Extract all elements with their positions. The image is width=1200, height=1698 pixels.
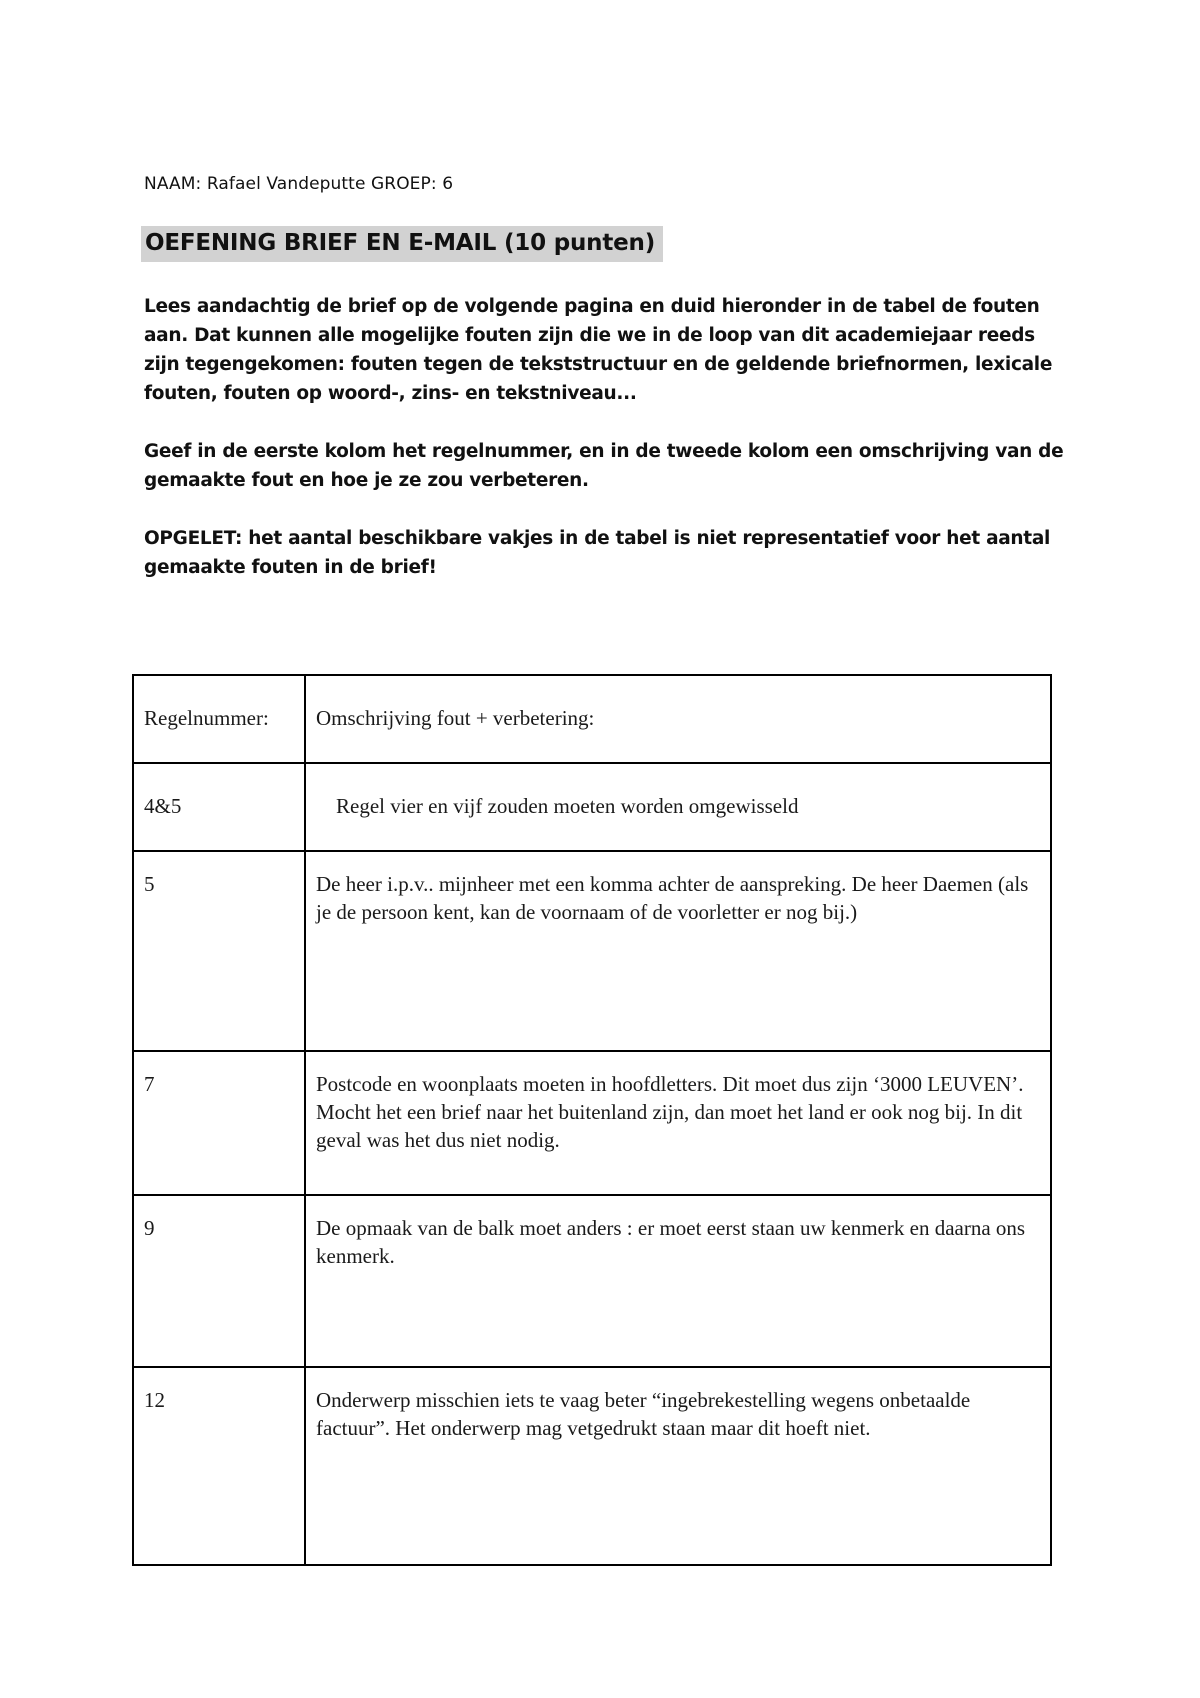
- faults-table-container: [132, 674, 1052, 1556]
- row-description: De opmaak van de balk moet anders : er moet eerst staan uw kenmerk en daarna ons kenmerk.: [316, 1216, 1026, 1268]
- header-number-label: Regelnummer:: [144, 706, 269, 730]
- student-name-group-line: NAAM: Rafael Vandeputte GROEP: 6: [144, 174, 454, 194]
- row-number: 9: [144, 1216, 155, 1240]
- cell-number: [133, 1051, 305, 1195]
- header-cell-number: [133, 675, 305, 763]
- row-description: Regel vier en vijf zouden moeten worden omgewisseld: [336, 794, 799, 818]
- row-number: 12: [144, 1388, 165, 1412]
- instructions-paragraph-2: Geef in de eerste kolom het regelnummer, en in de tweede kolom een omschrijving van de gemaakte fout en hoe je ze zou verbeteren.: [144, 441, 1064, 491]
- row-number: 4&5: [144, 794, 182, 818]
- cell-description: [305, 1367, 1051, 1565]
- table-row: [133, 763, 1051, 851]
- cell-number: [133, 1195, 305, 1367]
- row-description: Onderwerp misschien iets te vaag beter “ingebrekestelling wegens onbetaalde factuur”. Het onderwerp mag vetgedrukt staan maar dit hoeft niet.: [316, 1388, 971, 1440]
- row-description: Postcode en woonplaats moeten in hoofdletters. Dit moet dus zijn ‘3000 LEUVEN’. Mocht het een brief naar het buitenland zijn, dan moet het land er ook nog bij. In dit geval was het dus niet nodig.: [316, 1072, 1024, 1152]
- instructions-block: [144, 292, 1074, 611]
- cell-description: [305, 851, 1051, 1051]
- instructions-paragraph-3: [144, 524, 1074, 582]
- faults-table: [132, 674, 1052, 1566]
- table-row: [133, 851, 1051, 1051]
- instructions-paragraph-1: Lees aandachtig de brief op de volgende pagina en duid hieronder in de tabel de fouten aan. Dat kunnen alle mogelijke fouten zijn die we in de loop van dit academiejaar reeds zijn tegengekomen: fouten tegen de tekststructuur en de geldende briefnormen, lexicale fouten, fouten op woord-, zins- en tekstniveau...: [144, 296, 1053, 404]
- table-row: [133, 1195, 1051, 1367]
- cell-number: [133, 763, 305, 851]
- cell-number: [133, 851, 305, 1051]
- warning-label: OPGELET: [144, 528, 236, 549]
- exercise-title: OEFENING BRIEF EN E-MAIL (10 punten): [141, 226, 663, 262]
- row-description: De heer i.p.v.. mijnheer met een komma achter de aanspreking. De heer Daemen (als je de persoon kent, kan de voornaam of de voorletter er nog bij.): [316, 872, 1029, 924]
- table-header-row: [133, 675, 1051, 763]
- header-description-label: Omschrijving fout + verbetering:: [316, 706, 595, 730]
- table-row: [133, 1051, 1051, 1195]
- cell-description: [305, 1051, 1051, 1195]
- cell-number: [133, 1367, 305, 1565]
- table-row: [133, 1367, 1051, 1565]
- row-number: 7: [144, 1072, 155, 1096]
- row-number: 5: [144, 872, 155, 896]
- cell-description: [305, 763, 1051, 851]
- header-cell-description: [305, 675, 1051, 763]
- cell-description: [305, 1195, 1051, 1367]
- warning-text: : het aantal beschikbare vakjes in de tabel is niet representatief voor het aantal gemaakte fouten in de brief!: [144, 528, 1051, 578]
